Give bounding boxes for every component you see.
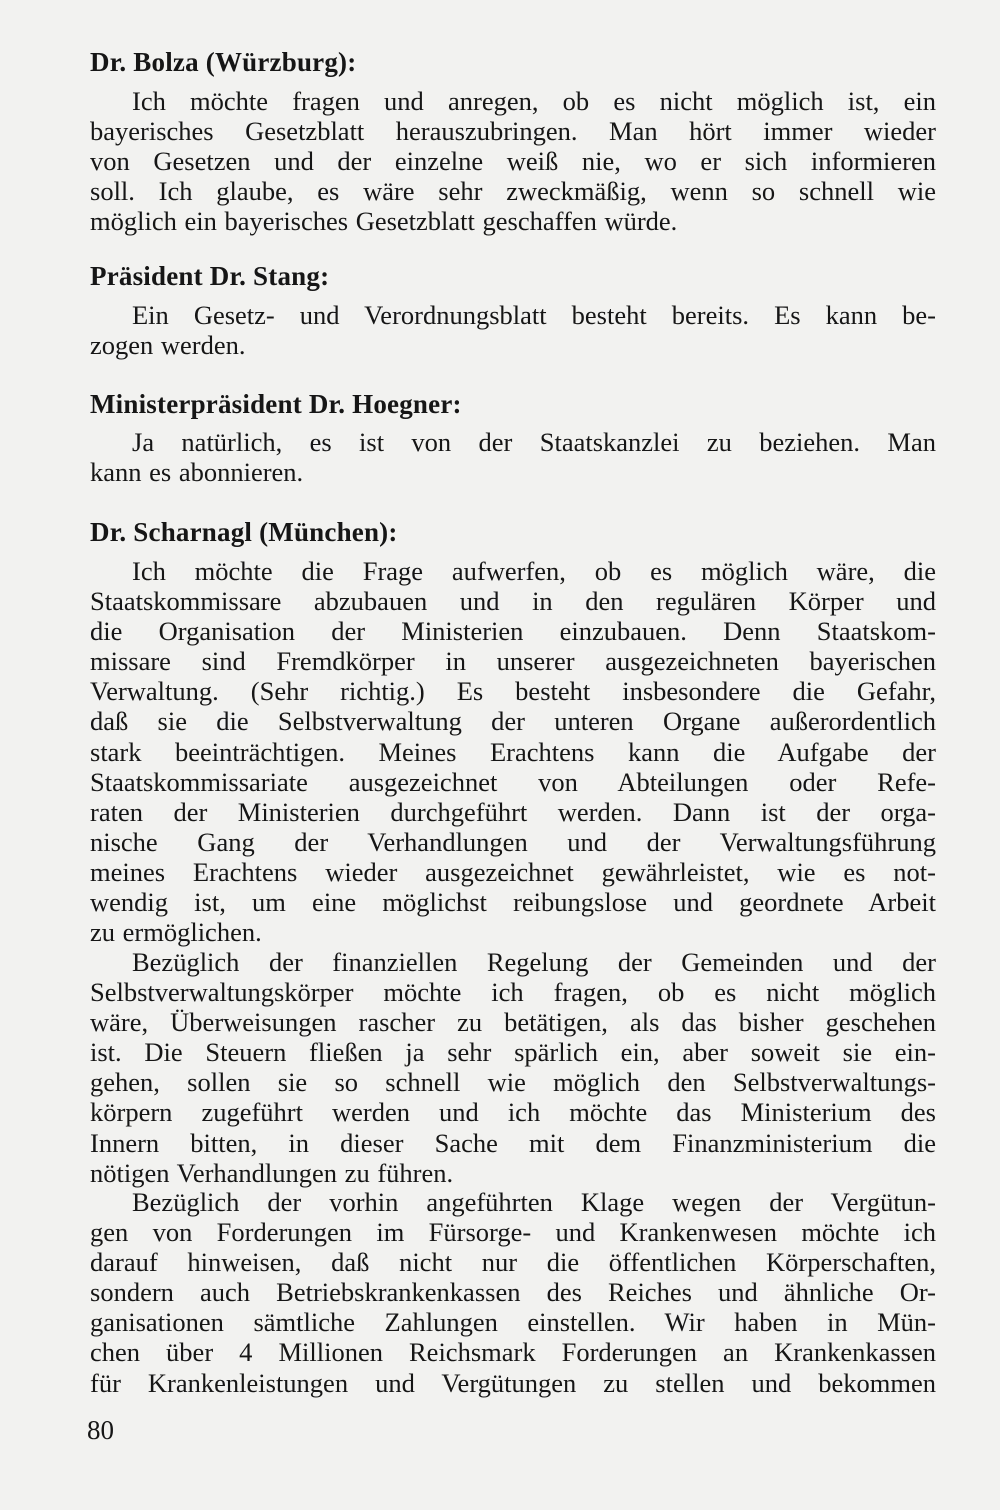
speaker-heading: Dr. Scharnagl (München): xyxy=(90,517,398,547)
speech-paragraph xyxy=(90,1187,936,1398)
text-line: zogen werden. xyxy=(90,330,246,361)
text-line: möglich ein bayerisches Gesetzblatt geschaffen würde. xyxy=(90,206,678,237)
text-line: Ja natürlich, es ist von der Staatskanzlei zu beziehen. Man xyxy=(132,427,936,457)
text-line: Ein Gesetz- und Verordnungsblatt besteht bereits. Es kann be- xyxy=(132,300,936,330)
text-line: nische Gang der Verhandlungen und der Verwaltungsführung xyxy=(90,826,936,857)
speech-paragraph xyxy=(90,947,936,1188)
text-line: Ich möchte fragen und anregen, ob es nicht möglich ist, ein xyxy=(132,86,936,116)
text-line: soll. Ich glaube, es wäre sehr zweckmäßig, wenn so schnell wie xyxy=(90,176,936,207)
speaker-heading: Ministerpräsident Dr. Hoegner: xyxy=(90,389,462,419)
speaker-heading: Präsident Dr. Stang: xyxy=(90,261,330,291)
text-line: daß sie die Selbstverwaltung der unteren Organe außerordentlich xyxy=(90,706,936,737)
text-line: zu ermöglichen. xyxy=(90,917,262,948)
text-line: Ich möchte die Frage aufwerfen, ob es möglich wäre, die xyxy=(132,556,936,586)
text-line: chen über 4 Millionen Reichsmark Forderungen an Krankenkassen xyxy=(90,1337,936,1368)
text-line: von Gesetzen und der einzelne weiß nie, wo er sich informieren xyxy=(90,146,936,177)
text-line: gehen, sollen sie so schnell wie möglich den Selbstverwaltungs- xyxy=(90,1067,936,1098)
text-line: bayerisches Gesetzblatt herauszubringen. Man hört immer wieder xyxy=(90,116,936,147)
text-line: nötigen Verhandlungen zu führen. xyxy=(90,1157,454,1188)
text-line: Bezüglich der finanziellen Regelung der Gemeinden und der xyxy=(132,947,936,977)
text-line: wendig ist, um eine möglichst reibungslose und geordnete Arbeit xyxy=(90,887,936,918)
text-line: Staatskommissare abzubauen und in den regulären Körper und xyxy=(90,586,936,617)
text-line: Verwaltung. (Sehr richtig.) Es besteht insbesondere die Gefahr, xyxy=(90,676,936,707)
speech-paragraph xyxy=(90,300,936,360)
text-line: für Krankenleistungen und Vergütungen zu stellen und bekommen xyxy=(90,1367,936,1398)
text-line: sondern auch Betriebskrankenkassen des Reiches und ähnliche Or- xyxy=(90,1277,936,1308)
speaker-heading: Dr. Bolza (Würzburg): xyxy=(90,47,357,77)
text-line: meines Erachtens wieder ausgezeichnet gewährleistet, wie es not- xyxy=(90,856,936,887)
text-line: wäre, Überweisungen rascher zu betätigen, als das bisher geschehen xyxy=(90,1007,936,1038)
text-line: gen von Forderungen im Fürsorge- und Krankenwesen möchte ich xyxy=(90,1217,936,1248)
text-line: kann es abonnieren. xyxy=(90,457,304,488)
text-line: Selbstverwaltungskörper möchte ich fragen, ob es nicht möglich xyxy=(90,977,936,1008)
text-line: missare sind Fremdkörper in unserer ausgezeichneten bayerischen xyxy=(90,646,936,677)
page-number: 80 xyxy=(87,1415,114,1445)
text-line: körpern zugeführt werden und ich möchte das Ministerium des xyxy=(90,1097,936,1128)
text-line: ist. Die Steuern fließen ja sehr spärlich ein, aber soweit sie ein- xyxy=(90,1037,936,1068)
text-line: Innern bitten, in dieser Sache mit dem Finanzministerium die xyxy=(90,1127,936,1158)
text-line: Bezüglich der vorhin angeführten Klage wegen der Vergütun- xyxy=(132,1187,936,1217)
text-line: raten der Ministerien durchgeführt werden. Dann ist der orga- xyxy=(90,796,936,827)
text-line: die Organisation der Ministerien einzubauen. Denn Staatskom- xyxy=(90,616,936,647)
speech-paragraph xyxy=(90,427,936,487)
text-line: Staatskommissariate ausgezeichnet von Abteilungen oder Refe- xyxy=(90,766,936,797)
text-line: stark beeinträchtigen. Meines Erachtens kann die Aufgabe der xyxy=(90,736,936,767)
text-line: ganisationen sämtliche Zahlungen einstellen. Wir haben in Mün- xyxy=(90,1307,936,1338)
speech-paragraph xyxy=(90,86,936,236)
speech-paragraph xyxy=(90,556,936,947)
text-line: darauf hinweisen, daß nicht nur die öffentlichen Körperschaften, xyxy=(90,1247,936,1278)
